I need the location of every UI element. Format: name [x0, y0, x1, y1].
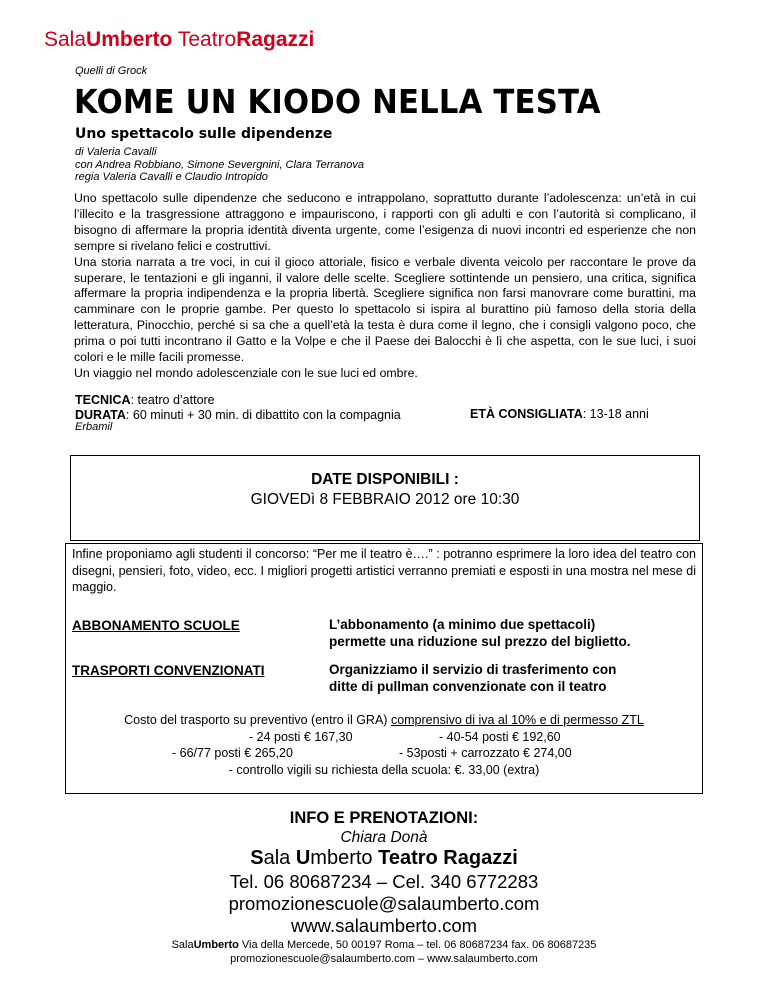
- description-paragraph: Uno spettacolo sulle dipendenze che seducono e intrappolano, soprattutto durante l’adolescenza: un’età in cui l’illecito e la trasgressione attraggono e impauriscono, i rapporti con gli adulti e con l’autorità si complicano, il bisogno di affermare la propria identità diventa urgente, come l’esigenza di nuovi incontri ed esperienze che non sempre si rivelano felici e costruttivi.: [74, 191, 696, 253]
- footer-brand-umberto: Umberto: [193, 939, 239, 951]
- dates-heading: DATE DISPONIBILI :: [311, 471, 459, 488]
- brand-teatro: Teatro: [172, 28, 237, 51]
- footer-address-text: Via della Mercede, 50 00197 Roma – tel. 06 80687234 fax. 06 80687235: [238, 939, 597, 951]
- org-mberto: mberto: [310, 847, 379, 869]
- tecnica-label: TECNICA: [75, 393, 131, 407]
- org-s: S: [250, 847, 264, 869]
- durata-line: [75, 408, 401, 423]
- transport-costs: [66, 712, 702, 778]
- costs-intro-text: Costo del trasporto su preventivo (entro il GRA): [124, 713, 391, 727]
- durata-value: : 60 minuti + 30 min. di dibattito con la compagnia: [125, 407, 401, 422]
- dates-box: [70, 455, 700, 541]
- eta-value: : 13-18 anni: [582, 407, 649, 421]
- info-heading: INFO E PRENOTAZIONI:: [289, 809, 479, 827]
- trasporti-label: TRASPORTI CONVENZIONATI: [72, 663, 265, 678]
- credit-director: regia Valeria Cavalli e Claudio Intropido: [75, 171, 268, 183]
- tecnica-value: : teatro d’attore: [130, 393, 215, 407]
- description-paragraph: Una storia narrata a tre voci, in cui il gioco attoriale, fisico e verbale diventa veicolo per raccontare le prove da superare, le tentazioni e gli inganni, il valore delle scelte. Scegliere sottintende un pensiero, una critica, significa affermare la propria indipendenza e la propria libertà. Scegliere significa non farsi manovrare come burattini, ma camminare con le proprie gambe. Per questo lo spettacolo si ispira al burattino più famoso della storia della letteratura, Pinocchio, perché si sa che a quell’età la testa è dura come il legno, che i consigli valgono poco, che prima o poi tutti incontrano il Gatto e la Volpe e che il Paese dei Balocchi è lì che aspetta, con le sue luci, i suoi colori e le mille facili promesse.: [74, 254, 696, 365]
- abbonamento-text: [329, 616, 699, 650]
- abbonamento-label: ABBONAMENTO SCUOLE: [72, 618, 240, 633]
- brand-ragazzi: Ragazzi: [236, 28, 315, 51]
- credits: [75, 146, 364, 184]
- trasporti-text: [329, 661, 699, 695]
- costs-row: [66, 729, 702, 746]
- credit-cast: con Andrea Robbiano, Simone Severgnini, Clara Terranova: [75, 158, 365, 171]
- costs-row: [66, 745, 702, 762]
- cost-item: - 24 posti € 167,30: [249, 729, 353, 744]
- brand-umberto: Umberto: [86, 28, 173, 51]
- cost-item: - 53posti + carrozzato € 274,00: [399, 746, 572, 760]
- org-name: [0, 847, 768, 870]
- show-details: [75, 393, 401, 422]
- description: [74, 191, 696, 382]
- info-box: [65, 543, 703, 794]
- contact-name: Chiara Donà: [340, 829, 428, 846]
- dates-value: GIOVEDì 8 FEBBRAIO 2012 ore 10:30: [250, 491, 520, 508]
- concorso-text: Infine proponiamo agli studenti il concorso: “Per me il teatro è….” : potranno esprimere la loro idea del teatro con disegni, pensieri, foto, video, ecc. I migliori progetti artistici verranno premiati e esposti in una mostra nel mese di maggio.: [72, 547, 696, 594]
- website-link[interactable]: www.salaumberto.com: [290, 915, 478, 936]
- description-paragraph: Un viaggio nel mondo adolescenziale con le sue luci ed ombre.: [74, 365, 418, 380]
- eta-line: [470, 407, 649, 421]
- trasporti-line: ditte di pullman convenzionate con il teatro: [329, 679, 607, 694]
- eta-label: ETÀ CONSIGLIATA: [470, 407, 583, 421]
- durata-continuation: Erbamil: [75, 421, 113, 433]
- trasporti-line: Organizziamo il servizio di trasferimento con: [329, 662, 617, 677]
- footer-brand-sala: Sala: [171, 939, 194, 951]
- phone-line: Tel. 06 80687234 – Cel. 340 6772283: [229, 871, 539, 892]
- org-ala: ala: [263, 847, 296, 869]
- show-title: KOME UN KIODO NELLA TESTA: [74, 82, 601, 121]
- org-u: U: [295, 847, 311, 869]
- show-subtitle: Uno spettacolo sulle dipendenze: [75, 126, 333, 142]
- cost-item: - 40-54 posti € 192,60: [439, 729, 561, 744]
- costs-intro-underlined: comprensivo di iva al 10% e di permesso ZTL: [390, 713, 644, 727]
- abbonamento-line: L’abbonamento (a minimo due spettacoli): [329, 617, 596, 632]
- org-teatro: Teatro Ragazzi: [378, 847, 518, 869]
- email-link[interactable]: promozionescuole@salaumberto.com: [228, 893, 540, 914]
- brand-sala: Sala: [44, 28, 87, 51]
- brand-header: [44, 28, 314, 52]
- footer-address: [0, 939, 768, 951]
- durata-label: DURATA: [75, 407, 126, 422]
- company-name: Quelli di Grock: [75, 65, 148, 77]
- tecnica-line: [75, 393, 401, 408]
- cost-item: - 66/77 posti € 265,20: [172, 746, 293, 760]
- abbonamento-line: permette una riduzione sul prezzo del biglietto.: [329, 634, 631, 649]
- credit-author: di Valeria Cavalli: [75, 146, 157, 158]
- costs-intro: [66, 712, 702, 729]
- cost-item: - controllo vigili su richiesta della scuola: €. 33,00 (extra): [228, 762, 540, 777]
- footer-contacts: promozionescuole@salaumberto.com – www.salaumberto.com: [230, 953, 538, 965]
